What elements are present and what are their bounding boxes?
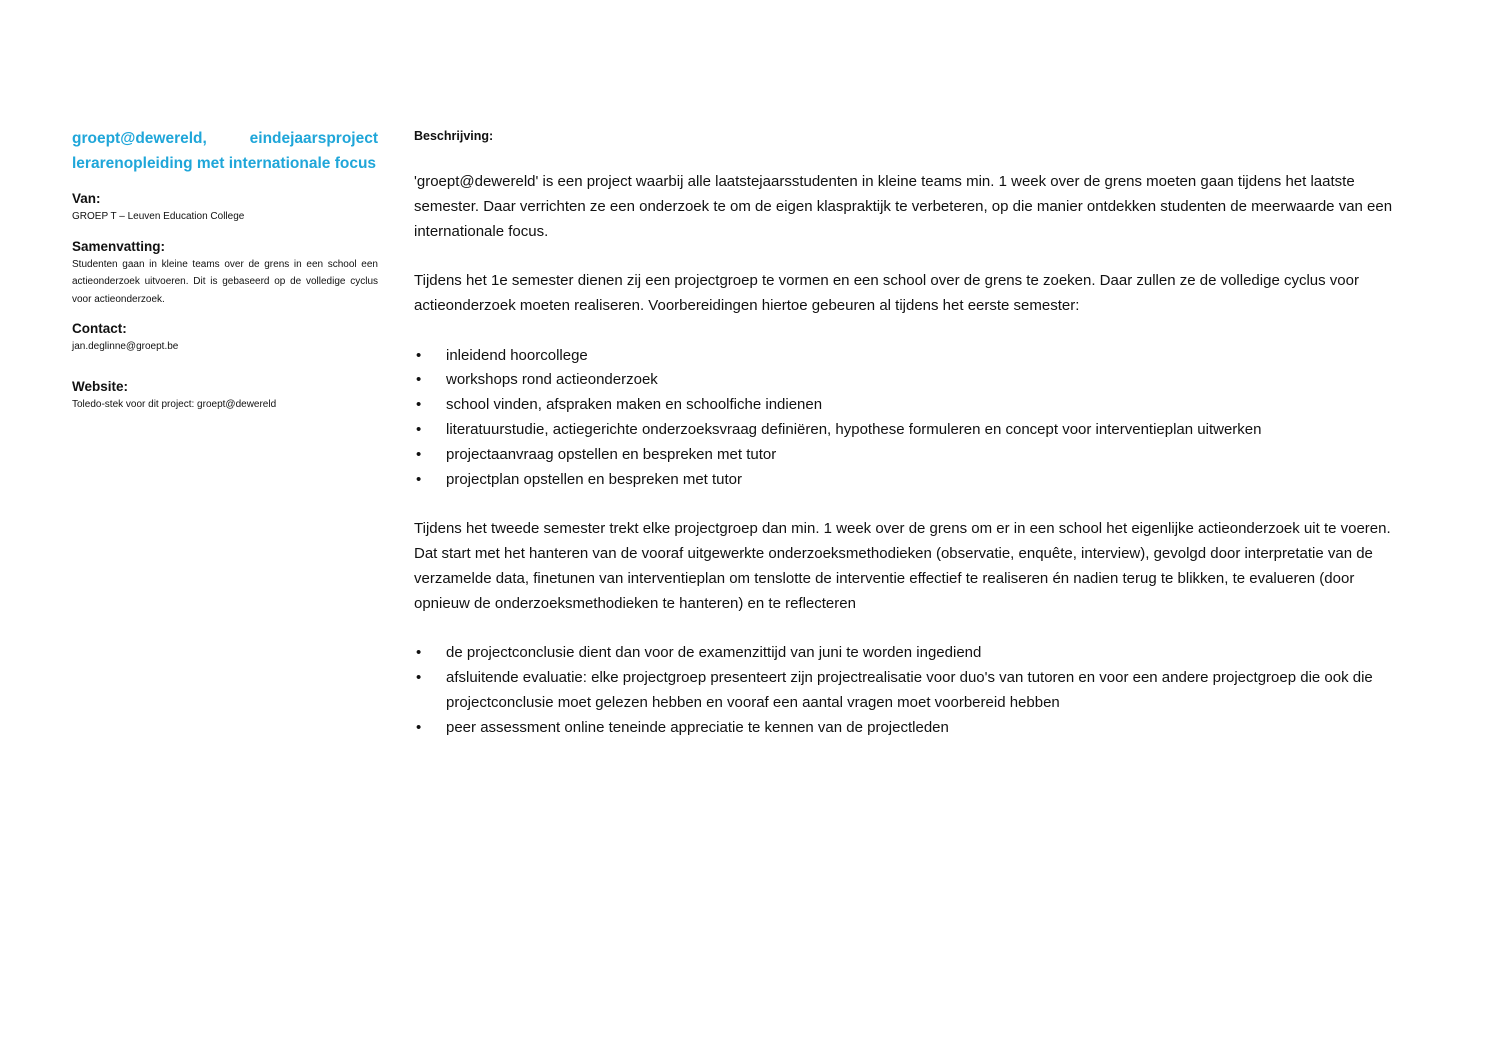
samenvatting-text: Studenten gaan in kleine teams over de grens in een school een actieonderzoek uitvoeren. Dit is gebaseerd op de volledige cyclus voor actieonderzoek.	[72, 258, 378, 305]
list-item: • de projectconclusie dient dan voor de examenzittijd van juni te worden ingediend	[414, 641, 1399, 666]
list-item: • projectaanvraag opstellen en bespreken met tutor	[414, 443, 1399, 468]
sidebar	[72, 126, 378, 425]
website-text: Toledo-stek voor dit project: groept@dewereld	[72, 398, 277, 410]
van-label: Van:	[72, 191, 101, 206]
contact-label: Contact:	[72, 321, 127, 336]
description-heading: Beschrijving:	[414, 129, 494, 143]
list-semester-1	[414, 344, 1399, 493]
paragraph-intro: 'groept@dewereld' is een project waarbij alle laatstejaarsstudenten in kleine teams min. 1 week over de grens moeten gaan tijdens het laatste semester. Daar verrichten ze een onderzoek te om de eigen klaspraktijk te verbeteren, op die manier ontdekken studenten de meerwaarde van een internationale focus.	[414, 173, 1393, 240]
contact-email: jan.deglinne@groept.be	[72, 341, 179, 352]
list-item: • afsluitende evaluatie: elke projectgroep presenteert zijn projectrealisatie voor duo's van tutoren en voor een andere projectgroep die ook die projectconclusie moet gelezen hebben en vooraf een aantal vragen moet voorbereid hebben	[414, 666, 1399, 716]
description	[414, 126, 1399, 765]
list-item: • projectplan opstellen en bespreken met tutor	[414, 468, 1399, 493]
paragraph-semester-2: Tijdens het tweede semester trekt elke projectgroep dan min. 1 week over de grens om er in een school het eigenlijke actieonderzoek uit te voeren. Dat start met het hanteren van de vooraf uitgewerkte onderzoeksmethodieken (observatie, enquête, interview), gevolgd door interpretatie van de verzamelde data, finetunen van interventieplan om tenslotte de interventie effectief te realiseren én nadien terug te blikken, te evalueren (door opnieuw de onderzoeksmethodieken te hanteren) en te reflecteren	[414, 520, 1391, 612]
samenvatting-label: Samenvatting:	[72, 238, 166, 254]
list-item: • workshops rond actieonderzoek	[414, 368, 1399, 393]
website-label: Website:	[72, 378, 129, 394]
list-item: • inleidend hoorcollege	[414, 344, 1399, 369]
project-title: groept@dewereld, eindejaarsproject lerarenopleiding met internationale focus	[72, 130, 378, 172]
van-value: GROEP T – Leuven Education College	[72, 211, 245, 222]
list-item: • school vinden, afspraken maken en schoolfiche indienen	[414, 393, 1399, 418]
paragraph-semester-1: Tijdens het 1e semester dienen zij een projectgroep te vormen en een school over de grens te zoeken. Daar zullen ze de volledige cyclus voor actieonderzoek moeten realiseren. Voorbereidingen hiertoe gebeuren al tijdens het eerste semester:	[414, 272, 1359, 314]
list-item: • literatuurstudie, actiegerichte onderzoeksvraag definiëren, hypothese formuleren en concept voor interventieplan uitwerken	[414, 418, 1399, 443]
list-semester-2	[414, 641, 1399, 740]
list-item: • peer assessment online teneinde appreciatie te kennen van de projectleden	[414, 716, 1399, 741]
